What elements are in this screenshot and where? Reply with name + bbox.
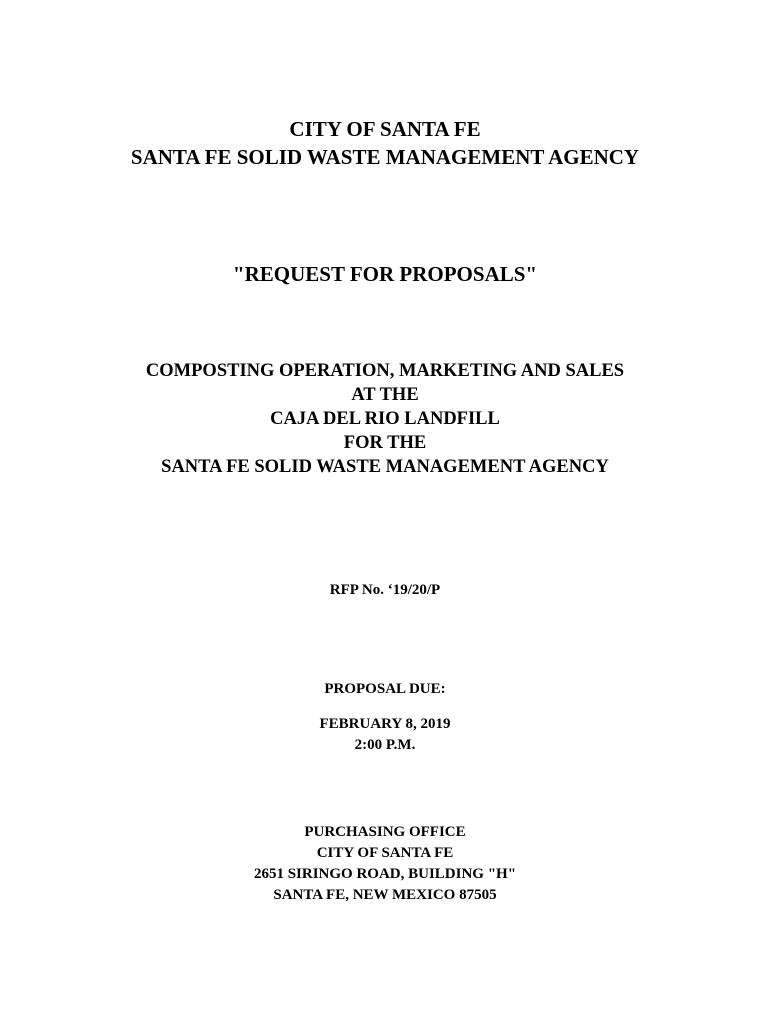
project-line-5: SANTA FE SOLID WASTE MANAGEMENT AGENCY: [161, 457, 609, 477]
project-line-1: COMPOSTING OPERATION, MARKETING AND SALES: [145, 361, 625, 381]
proposal-due-label: PROPOSAL DUE:: [324, 681, 446, 697]
proposal-due-time: 2:00 P.M.: [354, 737, 416, 753]
rfp-number: RFP No. ‘19/20/P: [329, 582, 441, 598]
header-city: CITY OF SANTA FE: [289, 117, 481, 141]
document-type-title: "REQUEST FOR PROPOSALS": [232, 262, 538, 286]
proposal-due-date: FEBRUARY 8, 2019: [319, 716, 451, 732]
office-line-2: CITY OF SANTA FE: [316, 845, 454, 861]
project-line-2: AT THE: [351, 385, 419, 405]
office-line-1: PURCHASING OFFICE: [304, 824, 466, 840]
project-line-4: FOR THE: [343, 433, 427, 453]
project-line-3: CAJA DEL RIO LANDFILL: [270, 409, 500, 429]
office-line-3: 2651 SIRINGO ROAD, BUILDING "H": [253, 866, 517, 882]
office-line-4: SANTA FE, NEW MEXICO 87505: [273, 887, 497, 903]
header-agency: SANTA FE SOLID WASTE MANAGEMENT AGENCY: [130, 145, 640, 169]
